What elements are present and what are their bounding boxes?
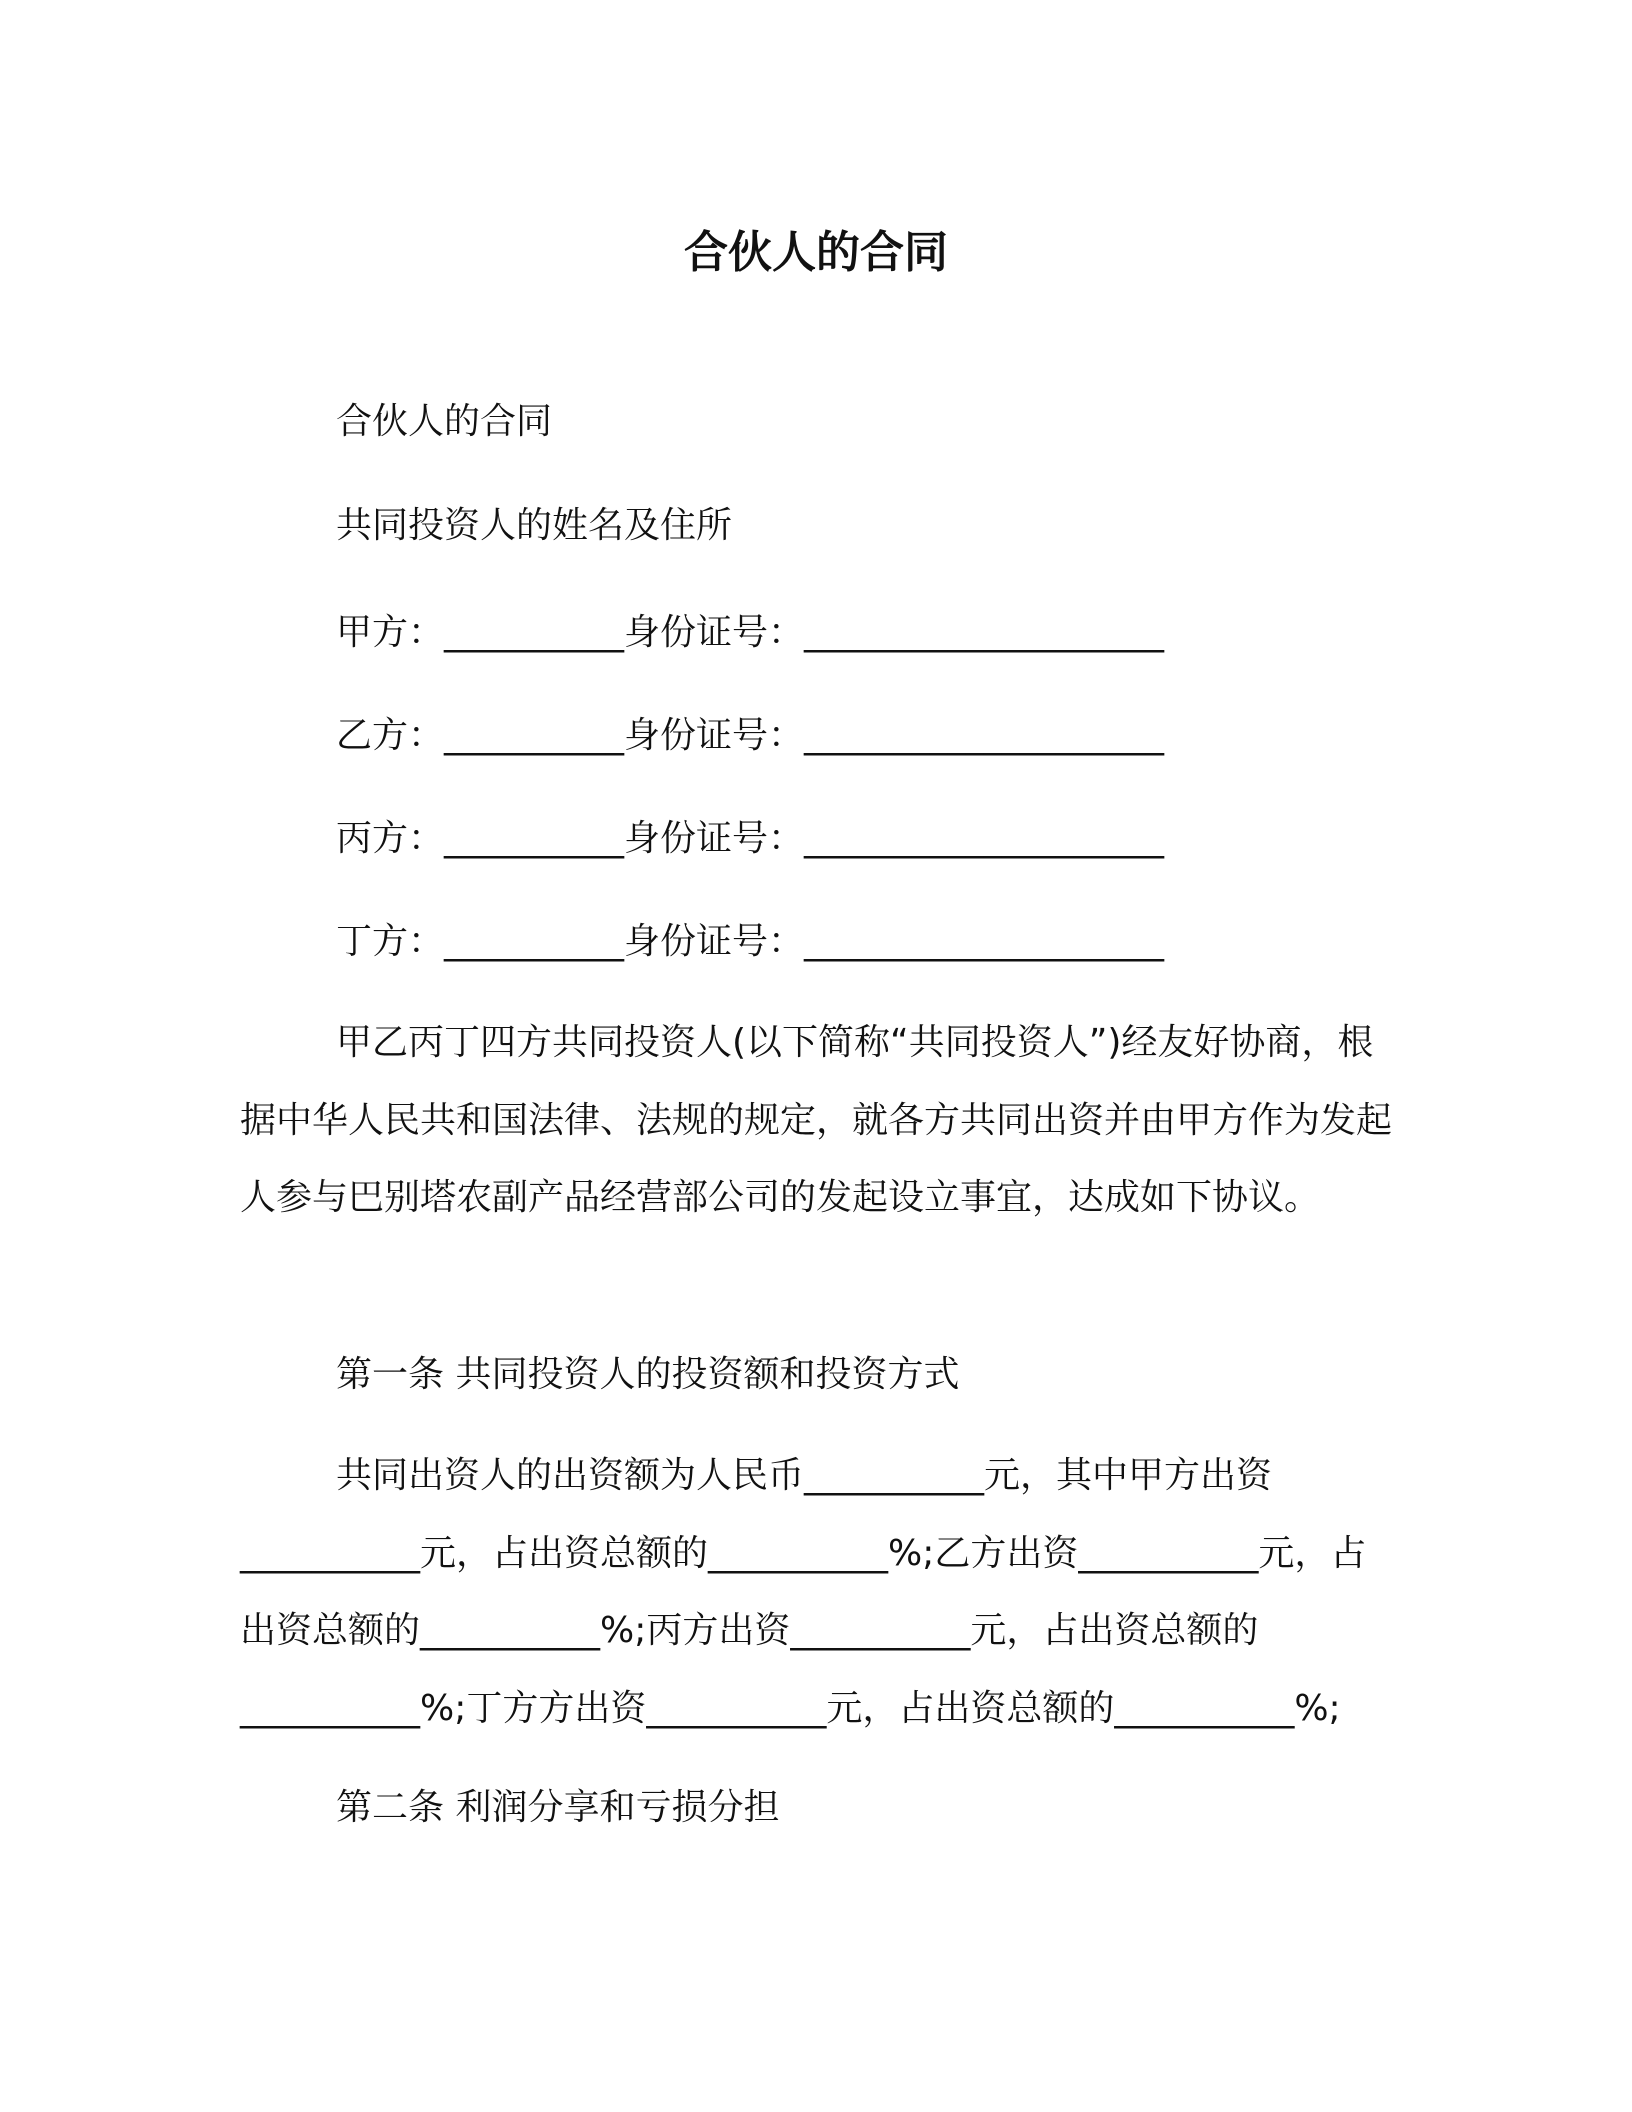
party-c-line: 丙方：__________身份证号：____________________ [336, 818, 1165, 859]
party-a-line: 甲方：__________身份证号：____________________ [336, 612, 1165, 653]
preamble-paragraph: 甲乙丙丁四方共同投资人(以下简称“共同投资人”)经友好协商，根据中华人民共和国法律、法规的规定，就各方共同出资并由甲方作为发起人参与巴别塔农副产品经营部公司的发起设立事宜，达成如下协议。 [240, 1022, 1393, 1218]
party-d-line: 丁方：__________身份证号：____________________ [336, 921, 1165, 962]
document-subtitle: 合伙人的合同 [336, 401, 553, 442]
article-2-heading: 第二条 利润分享和亏损分担 [336, 1787, 780, 1828]
article-1-body: 共同出资人的出资额为人民币__________元，其中甲方出资__________元，占出资总额的__________%;乙方出资__________元，占出资总额的__________%;丙方出资__________元，占出资总额的__________%;丁方方出资__________元，占出资总额的__________%; [240, 1455, 1367, 1729]
article-1-heading: 第一条 共同投资人的投资额和投资方式 [336, 1354, 960, 1395]
document-title: 合伙人的合同 [684, 227, 948, 278]
party-b-line: 乙方：__________身份证号：____________________ [336, 715, 1165, 756]
parties-heading: 共同投资人的姓名及住所 [336, 505, 733, 546]
